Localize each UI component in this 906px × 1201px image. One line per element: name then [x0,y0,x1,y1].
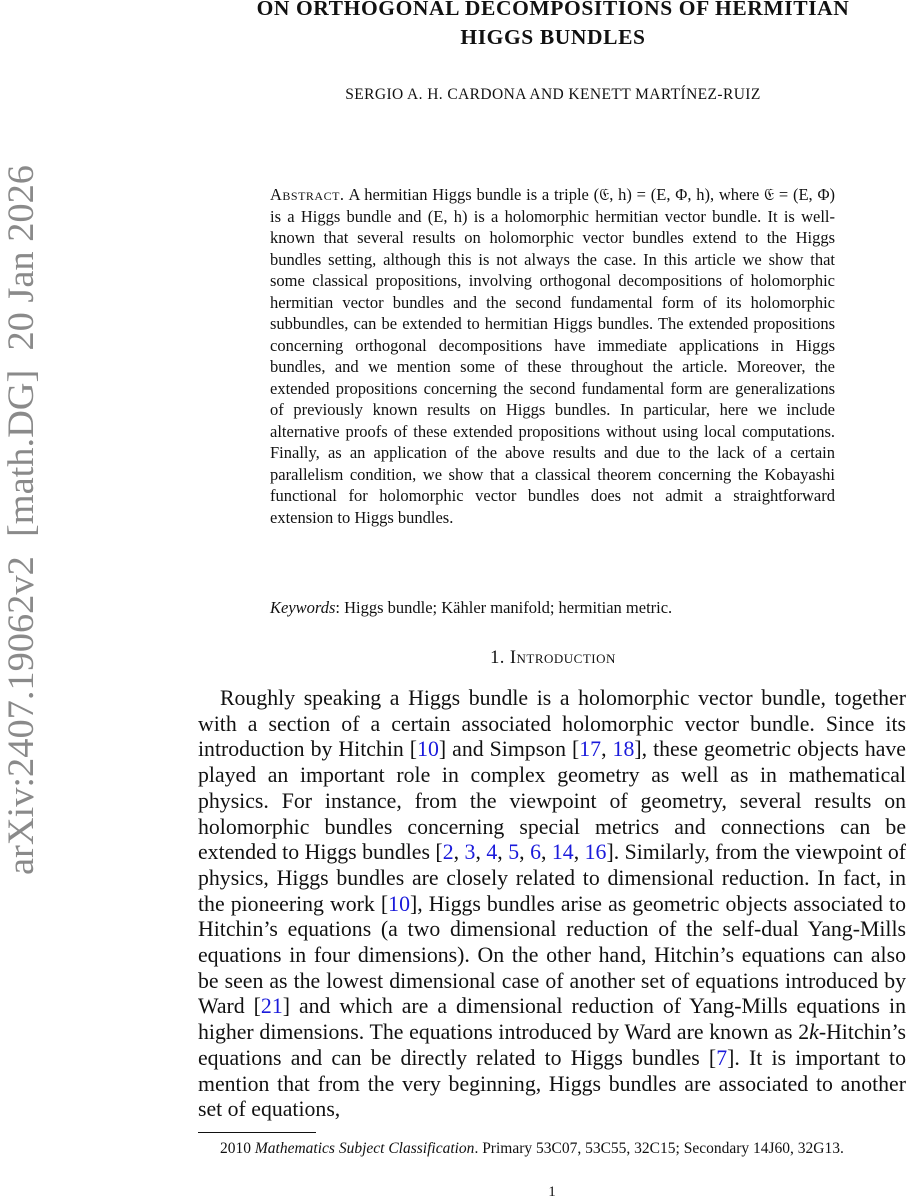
intro-text: , [453,840,465,865]
paper-title-line-1: ON ORTHOGONAL DECOMPOSITIONS OF HERMITIAN [256,0,850,20]
arxiv-identifier-text: arXiv:2407.19062v2 [math.DG] 20 Jan 2026 [1,190,42,875]
intro-text: ] and Simpson [ [438,737,580,762]
page-number: 1 [548,1184,556,1200]
paper-authors: SERGIO A. H. CARDONA AND KENETT MARTÍNEZ-RUIZ [345,86,761,103]
paper-title-line-2: HIGGS BUNDLES [460,25,646,49]
keywords [270,597,835,619]
intro-text: ]. It is important to mention that from the very beginning, Higgs bundles are associated to another set of equations, [198,1045,906,1122]
intro-text: ], these geometric objects have played an important role in complex geometry as well as in mathematical physics. For instance, from the viewpoint of geometry, several results on holomorphic bundles concerning special metrics and connections can be extended to Higgs bundles [ [198,737,906,865]
intro-text: , [475,840,487,865]
footnote-msc-label: Mathematics Subject Classification [254,1140,475,1157]
intro-text: ], Higgs bundles arise as geometric objects associated to Hitchin’s equations (a two dimensional reduction of the self-dual Yang-Mills equations in four dimensions). On the other hand, Hitchin’s equations can also be seen as the lowest dimensional case of another set of equations introduced by Ward [ [198,891,906,1019]
intro-text: ] and which are a dimensional reduction of Yang-Mills equations in higher dimensions. The equations introduced by Ward are known as 2 [198,994,906,1045]
section-title-text: Introduction [509,648,616,668]
abstract-label: Abstract. [270,185,345,204]
citation-link[interactable]: 7 [716,1045,728,1070]
math-variable-k: k [809,1020,819,1045]
footnote-divider [198,1132,316,1133]
citation-link[interactable]: 2 [442,840,454,865]
introduction-body [198,686,906,1123]
section-number: 1. [490,648,505,668]
intro-text: ]. Similarly, from the viewpoint of physics, Higgs bundles are closely related to dimensional reduction. In fact, in the pioneering work [ [198,840,906,916]
intro-text: , [540,840,552,865]
citation-link[interactable]: 10 [388,891,410,916]
keywords-text: : Higgs bundle; Kähler manifold; hermitian metric. [335,598,673,617]
citation-link[interactable]: 14 [551,840,574,865]
citation-link[interactable]: 21 [260,994,283,1019]
citation-link[interactable]: 6 [530,840,541,865]
introduction-paragraph [198,686,906,1123]
intro-text: -Hitchin’s equations and can be directly related to Higgs bundles [ [198,1020,906,1070]
citation-link[interactable]: 18 [612,737,635,762]
keywords-label: Keywords [270,598,336,617]
intro-text: Roughly speaking a Higgs bundle is a holomorphic vector bundle, together with a section of a certain associated holomorphic vector bundle. Since its introduction by Hitchin [ [198,686,906,762]
intro-text: , [573,840,585,865]
footnote-msc-text: . Primary 53C07, 53C55, 32C15; Secondary 14J60, 32G13. [474,1140,844,1157]
abstract [270,184,835,528]
citation-link[interactable]: 10 [417,737,439,762]
citation-link[interactable]: 16 [584,840,607,865]
footnote-year: 2010 [220,1140,255,1157]
intro-text: , [519,840,531,865]
abstract-text: A hermitian Higgs bundle is a triple (𝔈, h) = (E, Φ, h), where 𝔈 = (E, Φ) is a Higgs bundle and (E, h) is a holomorphic hermitian vector bundle. It is well-known that several results on holomorphic vector bundles extend to the Higgs bundles setting, although this is not always the case. In this article we show that some classical propositions, involving orthogonal decompositions of holomorphic hermitian vector bundles and the second fundamental form of its holomorphic subbundles, can be extended to hermitian Higgs bundles. The extended propositions concerning orthogonal decompositions have immediate applications in Higgs bundles, and we mention some of these throughout the article. Moreover, the extended propositions concerning the second fundamental form are generalizations of previously known results on Higgs bundles. In particular, here we include alternative proofs of these extended propositions without using local computations. Finally, as an application of the above results and due to the lack of a certain parallelism condition, we show that a classical theorem concerning the Kobayashi functional for holomorphic vector bundles does not admit a straightforward extension to Higgs bundles. [270,185,835,527]
footnote-msc [198,1138,906,1159]
citation-link[interactable]: 17 [579,737,602,762]
section-heading-introduction [200,648,906,669]
arxiv-identifier-stamp [0,165,44,885]
citation-link[interactable]: 5 [508,840,520,865]
intro-text: , [497,840,509,865]
paper-title [200,0,906,52]
intro-text: , [601,737,613,762]
citation-link[interactable]: 3 [464,840,476,865]
citation-link[interactable]: 4 [486,840,498,865]
